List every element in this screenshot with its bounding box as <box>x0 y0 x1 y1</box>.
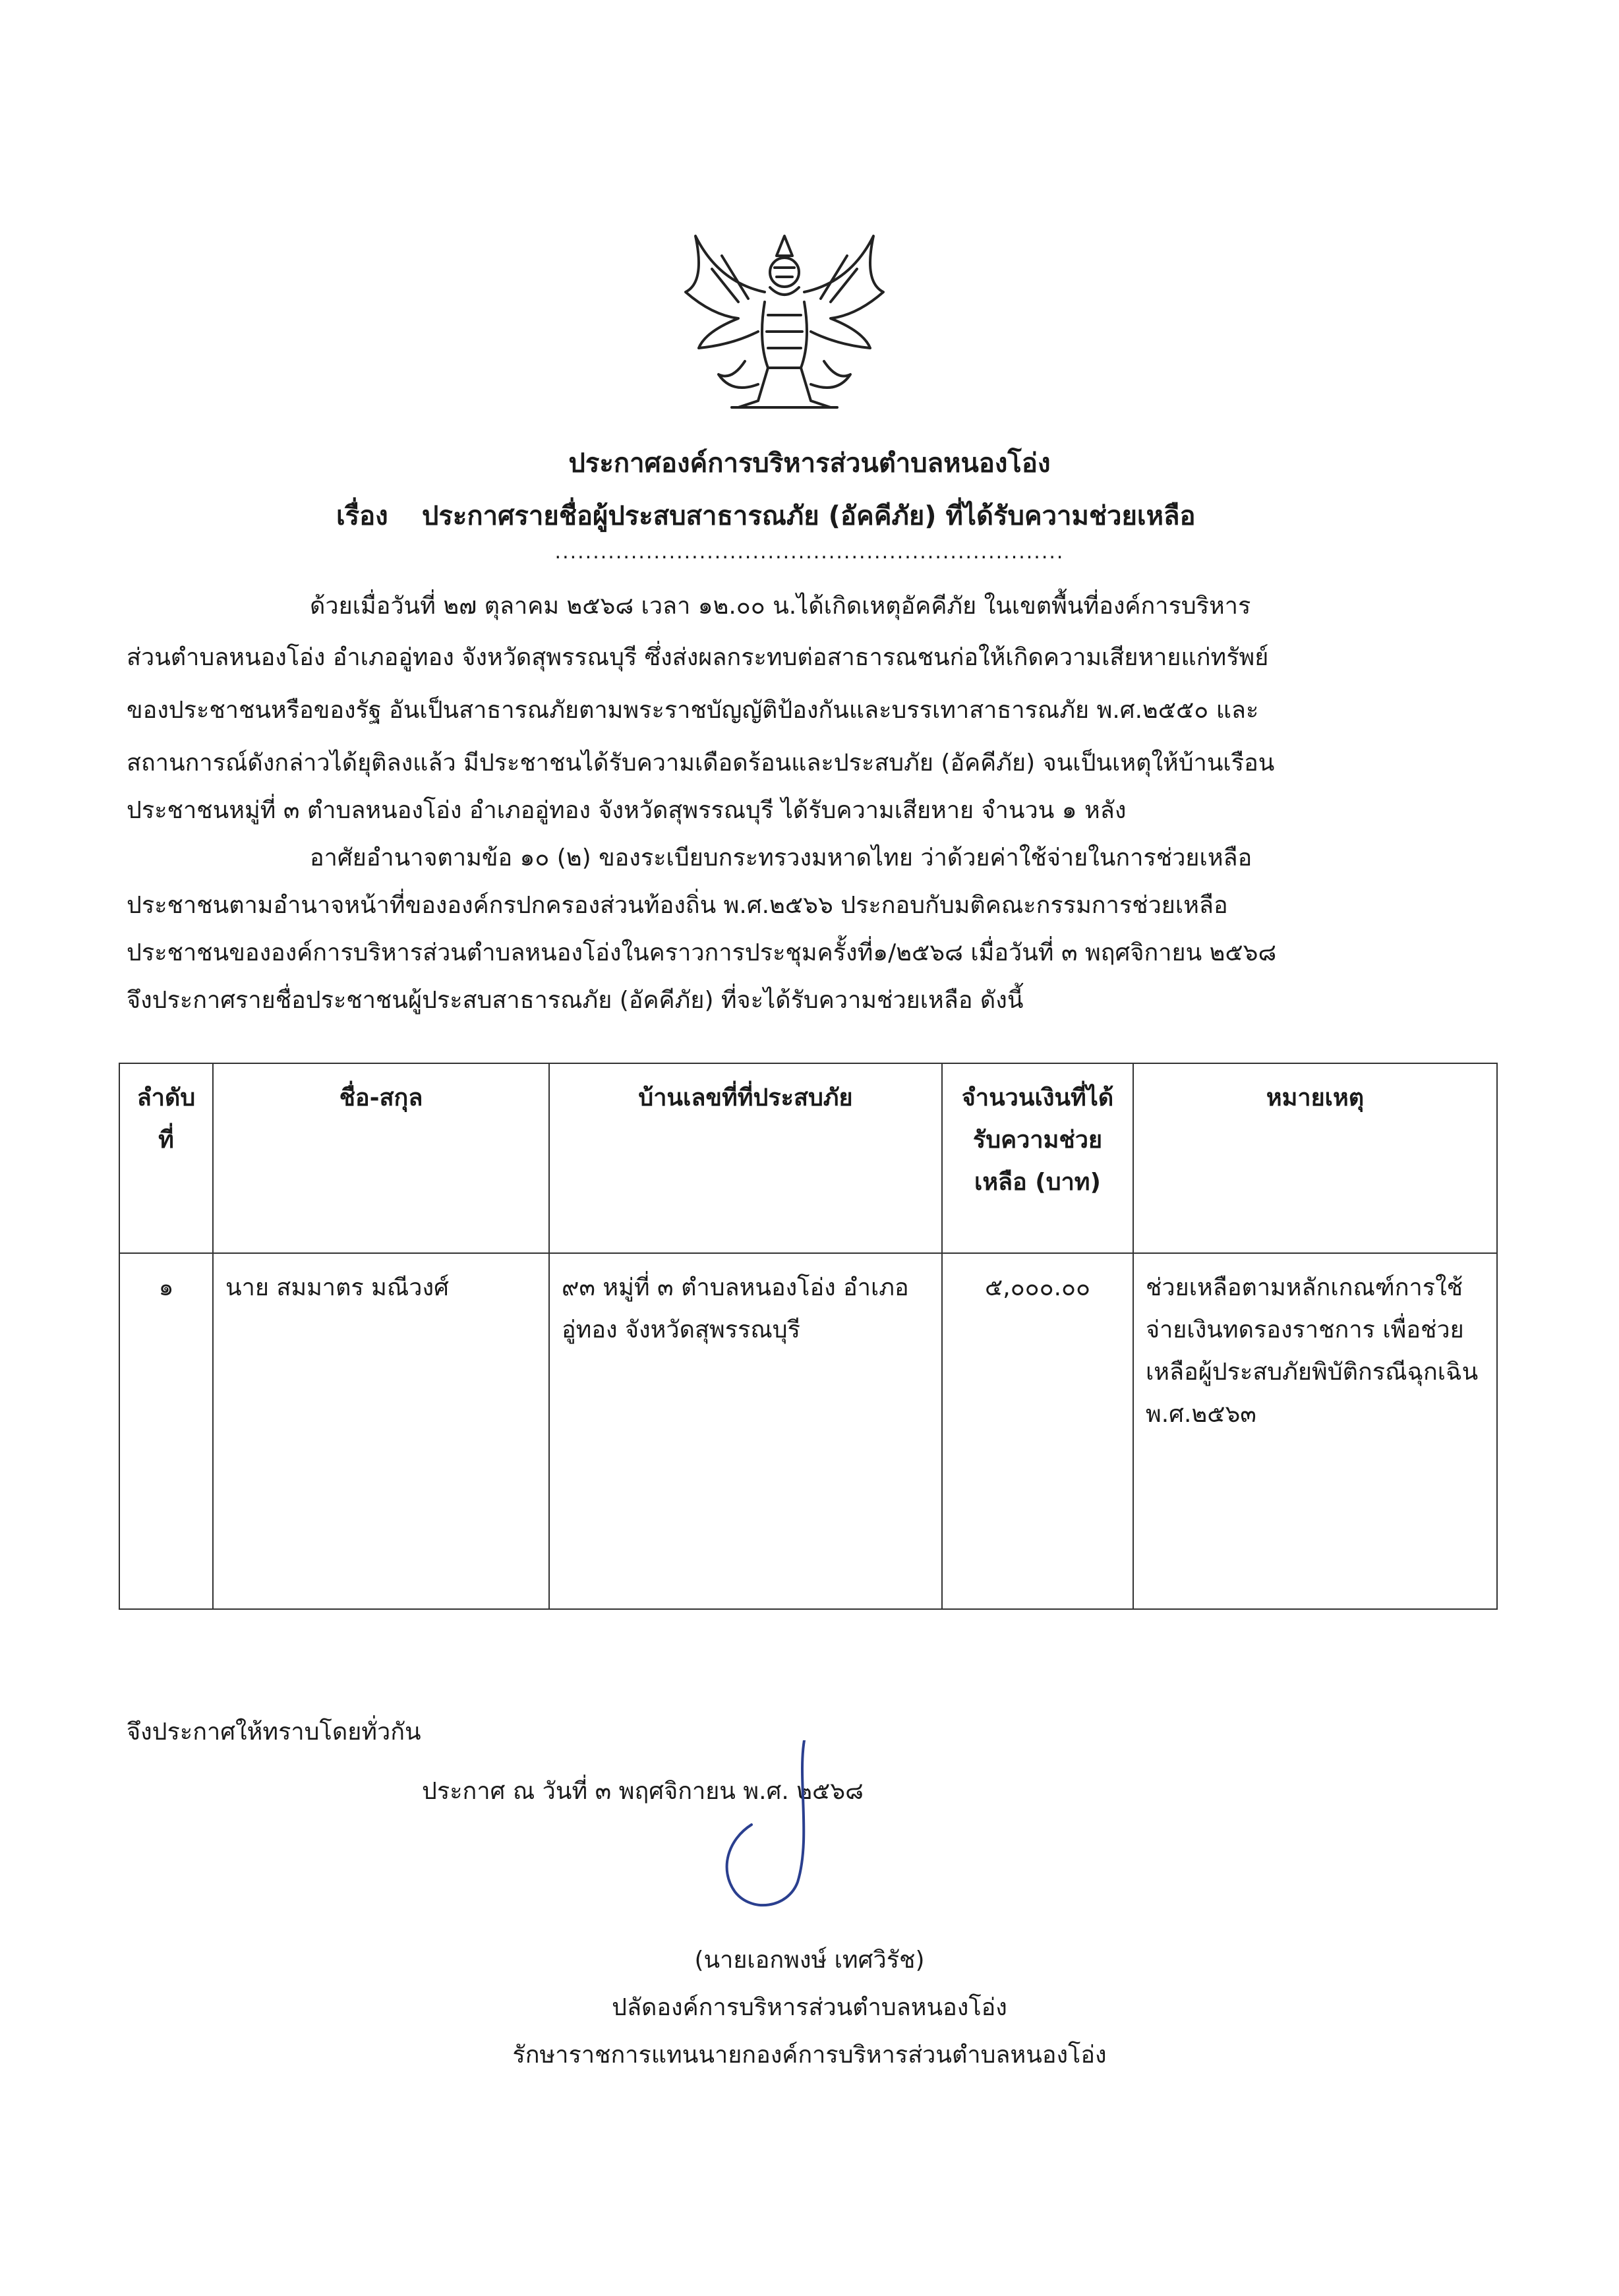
cell-no: ๑ <box>119 1253 213 1609</box>
body-line: อาศัยอำนาจตามข้อ ๑๐ (๒) ของระเบียบกระทรวงมหาดไทย ว่าด้วยค่าใช้จ่ายในการช่วยเหลือ <box>310 844 1252 871</box>
table-header-row <box>119 1063 1497 1253</box>
body-line: ส่วนตำบลหนองโอ่ง อำเภออู่ทอง จังหวัดสุพรรณบุรี ซึ่งส่งผลกระทบต่อสาธารณชนก่อให้เกิดความเสียหายแก่ทรัพย์ <box>127 644 1269 671</box>
closing-statement: จึงประกาศให้ทราบโดยทั่วกัน <box>127 1719 421 1746</box>
signer-name: (นายเอกพงษ์ เทศวิรัช) <box>694 1947 925 1974</box>
header-address: บ้านเลขที่ที่ประสบภัย <box>549 1063 942 1253</box>
header-name: ชื่อ-สกุล <box>213 1063 549 1253</box>
body-line: สถานการณ์ดังกล่าวได้ยุติลงแล้ว มีประชาชนได้รับความเดือดร้อนและประสบภัย (อัคคีภัย) จนเป็นเหตุให้บ้านเรือน <box>127 750 1275 777</box>
body-line: ประชาชนหมู่ที่ ๓ ตำบลหนองโอ่ง อำเภออู่ทอง จังหวัดสุพรรณบุรี ได้รับความเสียหาย จำนวน ๑ หลัง <box>127 797 1127 824</box>
body-line: ด้วยเมื่อวันที่ ๒๗ ตุลาคม ๒๕๖๘ เวลา ๑๒.๐๐ น.ได้เกิดเหตุอัคคีภัย ในเขตพื้นที่องค์การบริหาร <box>310 593 1251 620</box>
cell-remark: ช่วยเหลือตามหลักเกณฑ์การใช้จ่ายเงินทดรองราชการ เพื่อช่วยเหลือผู้ประสบภัยพิบัติกรณีฉุกเฉิน พ.ศ.๒๕๖๓ <box>1133 1253 1497 1609</box>
announcement-date: ประกาศ ณ วันที่ ๓ พฤศจิกายน พ.ศ. ๒๕๖๘ <box>422 1778 864 1805</box>
subject-line <box>336 494 1196 537</box>
signer-position: ปลัดองค์การบริหารส่วนตำบลหนองโอ่ง <box>612 1994 1007 2021</box>
signature-mark <box>699 1740 831 1918</box>
body-line: ประชาชนขององค์การบริหารส่วนตำบลหนองโอ่งในคราวการประชุมครั้งที่๑/๒๕๖๘ เมื่อวันที่ ๓ พฤศจิกายน ๒๕๖๘ <box>127 939 1277 966</box>
subject-text: ประกาศรายชื่อผู้ประสบสาธารณภัย (อัคคีภัย) ที่ได้รับความช่วยเหลือ <box>422 501 1196 531</box>
separator-dots: ................................................................... <box>554 541 1065 564</box>
announcement-title: ประกาศองค์การบริหารส่วนตำบลหนองโอ่ง <box>568 448 1051 479</box>
garuda-emblem <box>659 210 910 421</box>
body-line: ประชาชนตามอำนาจหน้าที่ขององค์กรปกครองส่วนท้องถิ่น พ.ศ.๒๕๖๖ ประกอบกับมติคณะกรรมการช่วยเหลือ <box>127 892 1228 919</box>
header-remark: หมายเหตุ <box>1133 1063 1497 1253</box>
subject-label: เรื่อง <box>336 501 388 531</box>
header-no: ลำดับที่ <box>119 1063 213 1253</box>
body-line: ของประชาชนหรือของรัฐ อันเป็นสาธารณภัยตามพระราชบัญญัติป้องกันและบรรเทาสาธารณภัย พ.ศ.๒๕๕๐ และ <box>127 697 1259 724</box>
cell-address: ๙๓ หมู่ที่ ๓ ตำบลหนองโอ่ง อำเภออู่ทอง จังหวัดสุพรรณบุรี <box>549 1253 942 1609</box>
body-line: จึงประกาศรายชื่อประชาชนผู้ประสบสาธารณภัย (อัคคีภัย) ที่จะได้รับความช่วยเหลือ ดังนี้ <box>127 987 1024 1014</box>
header-amount: จำนวนเงินที่ได้รับความช่วยเหลือ (บาท) <box>942 1063 1133 1253</box>
signer-acting-position: รักษาราชการแทนนายกองค์การบริหารส่วนตำบลหนองโอ่ง <box>512 2042 1107 2069</box>
cell-amount: ๕,๐๐๐.๐๐ <box>942 1253 1133 1609</box>
beneficiary-table <box>119 1063 1498 1610</box>
table-row <box>119 1253 1497 1609</box>
cell-name: นาย สมมาตร มณีวงศ์ <box>213 1253 549 1609</box>
